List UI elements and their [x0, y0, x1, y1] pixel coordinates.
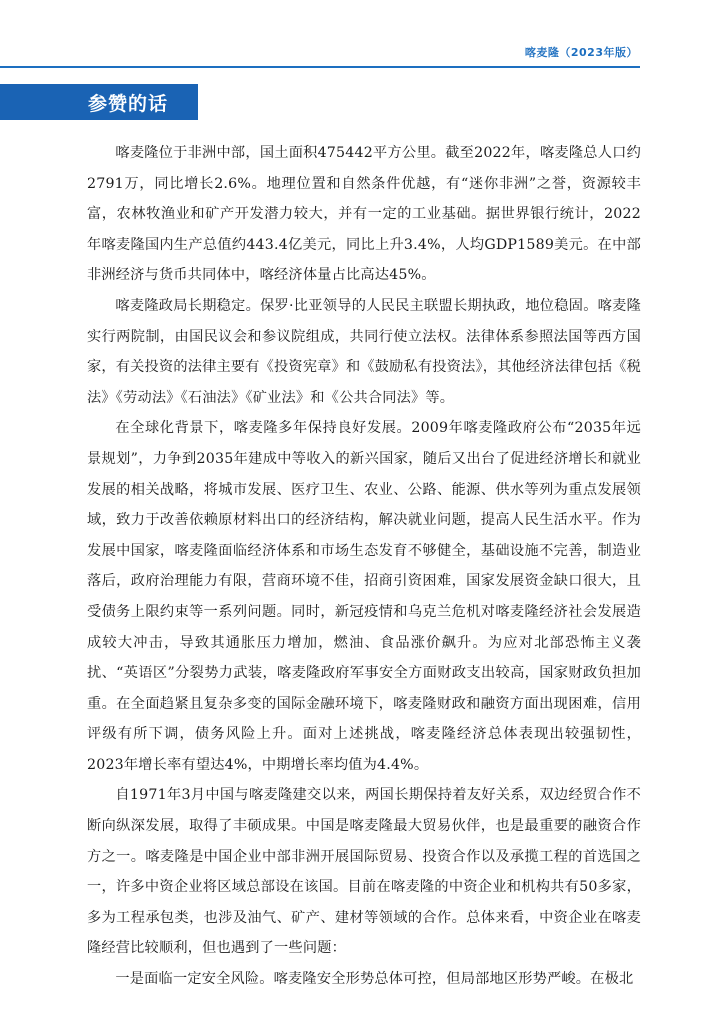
paragraph-security-risk: 一是面临一定安全风险。喀麦隆安全形势总体可控，但局部地区形势严峻。在极北 — [115, 971, 634, 988]
running-header-title: 喀麦隆（2023年版） — [524, 46, 638, 59]
section-banner — [0, 84, 198, 120]
paragraph-geography-economy: 喀麦隆位于非洲中部，国土面积475442平方公里。截至2022年，喀麦隆总人口约2791万，同比增长2.6%。地理位置和自然条件优越，有“迷你非洲”之誉，资源较丰富，农林牧渔业和矿产开发潜力较大，并有一定的工业基础。据世界银行统计，2022年喀麦隆国内生产总值约443.4亿美元，同比上升3.4%，人均GDP1589美元。在中部非洲经济与货币共同体中，喀经济体量占比高达45%。 — [87, 145, 641, 284]
paragraph-politics-law: 喀麦隆政局长期稳定。保罗·比亚领导的人民民主联盟长期执政，地位稳固。喀麦隆实行两院制，由国民议会和参议院组成，共同行使立法权。法律体系参照法国等西方国家，有关投资的法律主要有《投资宪章》和《鼓励私有投资法》，其他经济法律包括《税法》《劳动法》《石油法》《矿业法》和《公共合同法》等。 — [87, 297, 642, 406]
body-text — [87, 138, 641, 995]
paragraph-china-relations: 自1971年3月中国与喀麦隆建交以来，两国长期保持着友好关系，双边经贸合作不断向纵深发展，取得了丰硕成果。中国是喀麦隆最大贸易伙伴，也是最重要的融资合作方之一。喀麦隆是中国企业中部非洲开展国际贸易、投资合作以及承揽工程的首选国之一，许多中资企业将区域总部设在该国。目前在喀麦隆的中资企业和机构共有50多家，多为工程承包类，也涉及油气、矿产、建材等领域的合作。总体来看，中资企业在喀麦隆经营比较顺利，但也遇到了一些问题： — [87, 787, 641, 957]
paragraph-development: 在全球化背景下，喀麦隆多年保持良好发展。2009年喀麦隆政府公布“2035年远景规划”，力争到2035年建成中等收入的新兴国家，随后又出台了促进经济增长和就业发展的相关战略，将城市发展、医疗卫生、农业、公路、能源、供水等列为重点发展领域，致力于改善依赖原材料出口的经济结构，解决就业问题，提高人民生活水平。作为发展中国家，喀麦隆面临经济体系和市场生态发育不够健全，基础设施不完善，制造业落后，政府治理能力有限，营商环境不佳，招商引资困难，国家发展资金缺口很大，且受债务上限约束等一系列问题。同时，新冠疫情和乌克兰危机对喀麦隆经济社会发展造成较大冲击，导致其通胀压力增加，燃油、食品涨价飙升。为应对北部恐怖主义袭扰、“英语区”分裂势力武装，喀麦隆政府军事安全方面财政支出较高，国家财政负担加重。在全面趋紧且复杂多变的国际金融环境下，喀麦隆财政和融资方面出现困难，信用评级有所下调，债务风险上升。面对上述挑战，喀麦隆经济总体表现出较强韧性，2023年增长率有望达4%，中期增长率均值为4.4%。 — [87, 420, 641, 773]
section-title: 参赞的话 — [88, 92, 169, 115]
header-divider — [0, 66, 640, 68]
